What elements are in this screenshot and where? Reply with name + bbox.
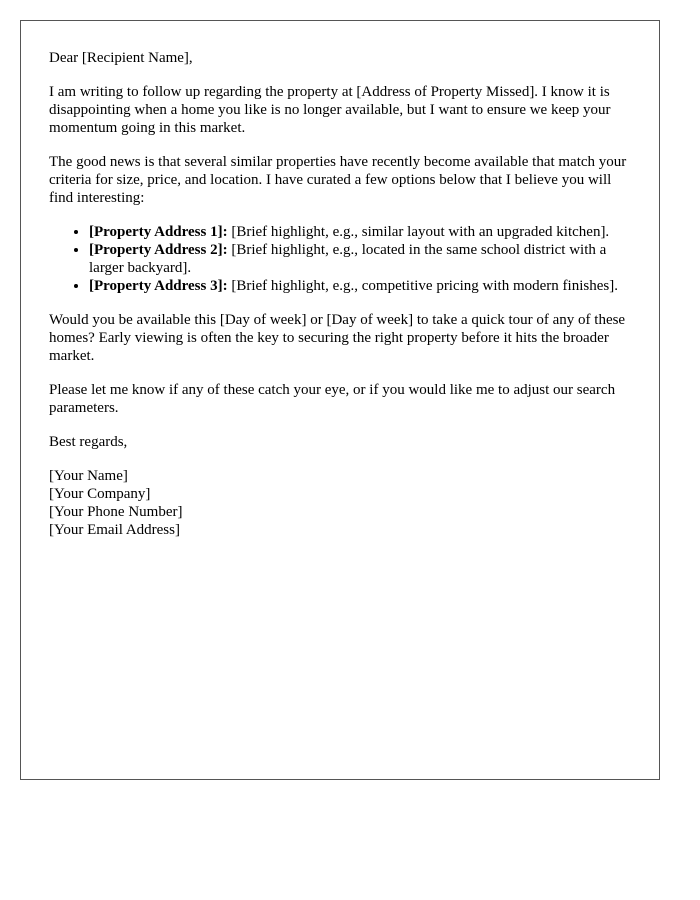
signature-phone: [Your Phone Number] xyxy=(49,504,183,520)
letter-content xyxy=(49,49,634,539)
property-option-3-description: [Brief highlight, e.g., competitive pricing with modern finishes]. xyxy=(227,278,618,294)
property-options-list xyxy=(49,223,634,295)
signature-block xyxy=(49,467,634,539)
property-option-2-description: [Brief highlight, e.g., located in the same school district with a larger backyard]. xyxy=(89,242,607,276)
salutation: Dear [Recipient Name], xyxy=(49,50,193,66)
follow-up-paragraph: Please let me know if any of these catch your eye, or if you would like me to adjust our search parameters. xyxy=(49,382,616,416)
intro-paragraph: I am writing to follow up regarding the property at [Address of Property Missed]. I know it is disappointing when a home you like is no longer available, but I want to ensure we keep your momentum going in this market. xyxy=(49,84,611,136)
signature-company: [Your Company] xyxy=(49,486,151,502)
property-option-3-label: [Property Address 3]: xyxy=(89,278,228,294)
tour-paragraph: Would you be available this [Day of week] or [Day of week] to take a quick tour of any of these homes? Early viewing is often the key to securing the right property before it hits the broader market. xyxy=(49,312,626,364)
property-option-1-description: [Brief highlight, e.g., similar layout with an upgraded kitchen]. xyxy=(227,224,610,240)
signature-email: [Your Email Address] xyxy=(49,522,180,538)
property-option-2 xyxy=(89,241,634,277)
signature-name: [Your Name] xyxy=(49,468,128,484)
property-option-3 xyxy=(89,277,634,295)
property-option-2-label: [Property Address 2]: xyxy=(89,242,228,258)
property-option-1 xyxy=(89,223,634,241)
letter-frame xyxy=(20,20,660,780)
property-option-1-label: [Property Address 1]: xyxy=(89,224,228,240)
options-intro-paragraph: The good news is that several similar properties have recently become available that match your criteria for size, price, and location. I have curated a few options below that I believe you will find interesting: xyxy=(49,154,627,206)
closing: Best regards, xyxy=(49,434,128,450)
